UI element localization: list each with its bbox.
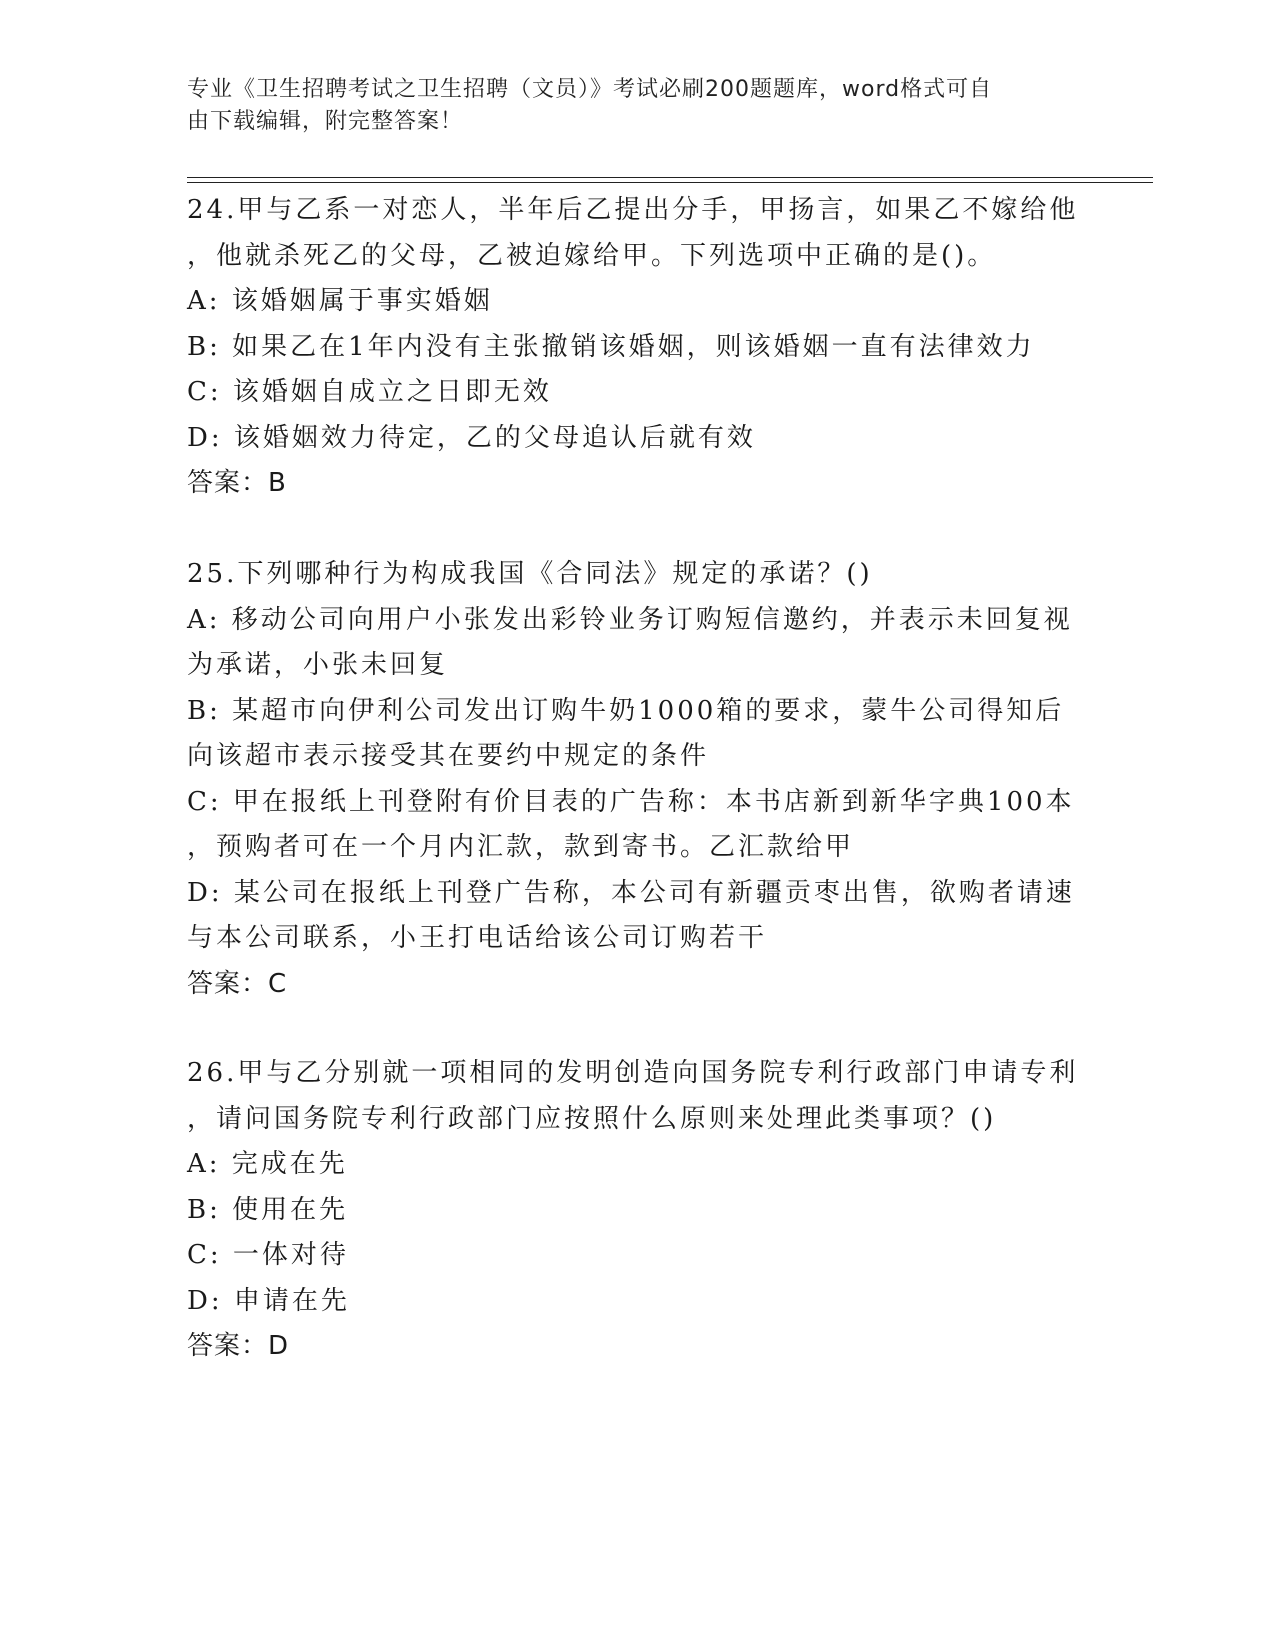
option-b: B: 使用在先 xyxy=(187,1194,349,1225)
option-b: B: 某超市向伊利公司发出订购牛奶1000箱的要求，蒙牛公司得知后 xyxy=(187,695,1065,726)
header-line-1: 专业《卫生招聘考试之卫生招聘（文员）》考试必刷200题题库，word格式可自 xyxy=(187,77,993,102)
option-d: D: 该婚姻效力待定，乙的父母追认后就有效 xyxy=(187,422,756,453)
question-26 xyxy=(187,1051,1079,1370)
question-stem-line: ，他就杀死乙的父母，乙被迫嫁给甲。下列选项中正确的是()。 xyxy=(187,240,997,271)
document-header xyxy=(187,74,1067,138)
option-d-continuation: 与本公司联系，小王打电话给该公司订购若干 xyxy=(187,923,768,953)
option-c-continuation: ，预购者可在一个月内汇款，款到寄书。乙汇款给甲 xyxy=(187,832,855,862)
question-stem-line: ，请问国务院专利行政部门应按照什么原则来处理此类事项？() xyxy=(187,1103,997,1134)
option-c: C: 甲在报纸上刊登附有价目表的广告称：本书店新到新华字典100本 xyxy=(187,786,1075,817)
header-line-2: 由下载编辑，附完整答案！ xyxy=(187,109,464,134)
answer-label: 答案：B xyxy=(187,468,287,498)
question-stem-line: 25.下列哪种行为构成我国《合同法》规定的承诺？() xyxy=(187,559,873,589)
question-stem-line: 24.甲与乙系一对恋人，半年后乙提出分手，甲扬言，如果乙不嫁给他 xyxy=(187,195,1079,225)
option-a: A: 完成在先 xyxy=(187,1149,348,1179)
option-a: A: 移动公司向用户小张发出彩铃业务订购短信邀约，并表示未回复视 xyxy=(187,604,1073,635)
option-c: C: 一体对待 xyxy=(187,1240,349,1270)
answer-label: 答案：D xyxy=(187,1331,290,1361)
question-25 xyxy=(187,552,1075,1007)
question-stem-line: 26.甲与乙分别就一项相同的发明创造向国务院专利行政部门申请专利 xyxy=(187,1058,1079,1088)
header-divider-top xyxy=(187,177,1153,178)
option-b: B: 如果乙在1年内没有主张撤销该婚姻，则该婚姻一直有法律效力 xyxy=(187,331,1035,362)
option-b-continuation: 向该超市表示接受其在要约中规定的条件 xyxy=(187,741,710,771)
answer-label: 答案：C xyxy=(187,968,288,999)
header-divider-bottom xyxy=(187,182,1153,183)
option-c: C: 该婚姻自成立之日即无效 xyxy=(187,377,552,407)
option-d: D: 申请在先 xyxy=(187,1285,350,1316)
option-d: D: 某公司在报纸上刊登广告称，本公司有新疆贡枣出售，欲购者请速 xyxy=(187,877,1075,908)
option-a-continuation: 为承诺，小张未回复 xyxy=(187,650,449,680)
option-a: A: 该婚姻属于事实婚姻 xyxy=(187,286,493,316)
question-24 xyxy=(187,188,1079,507)
